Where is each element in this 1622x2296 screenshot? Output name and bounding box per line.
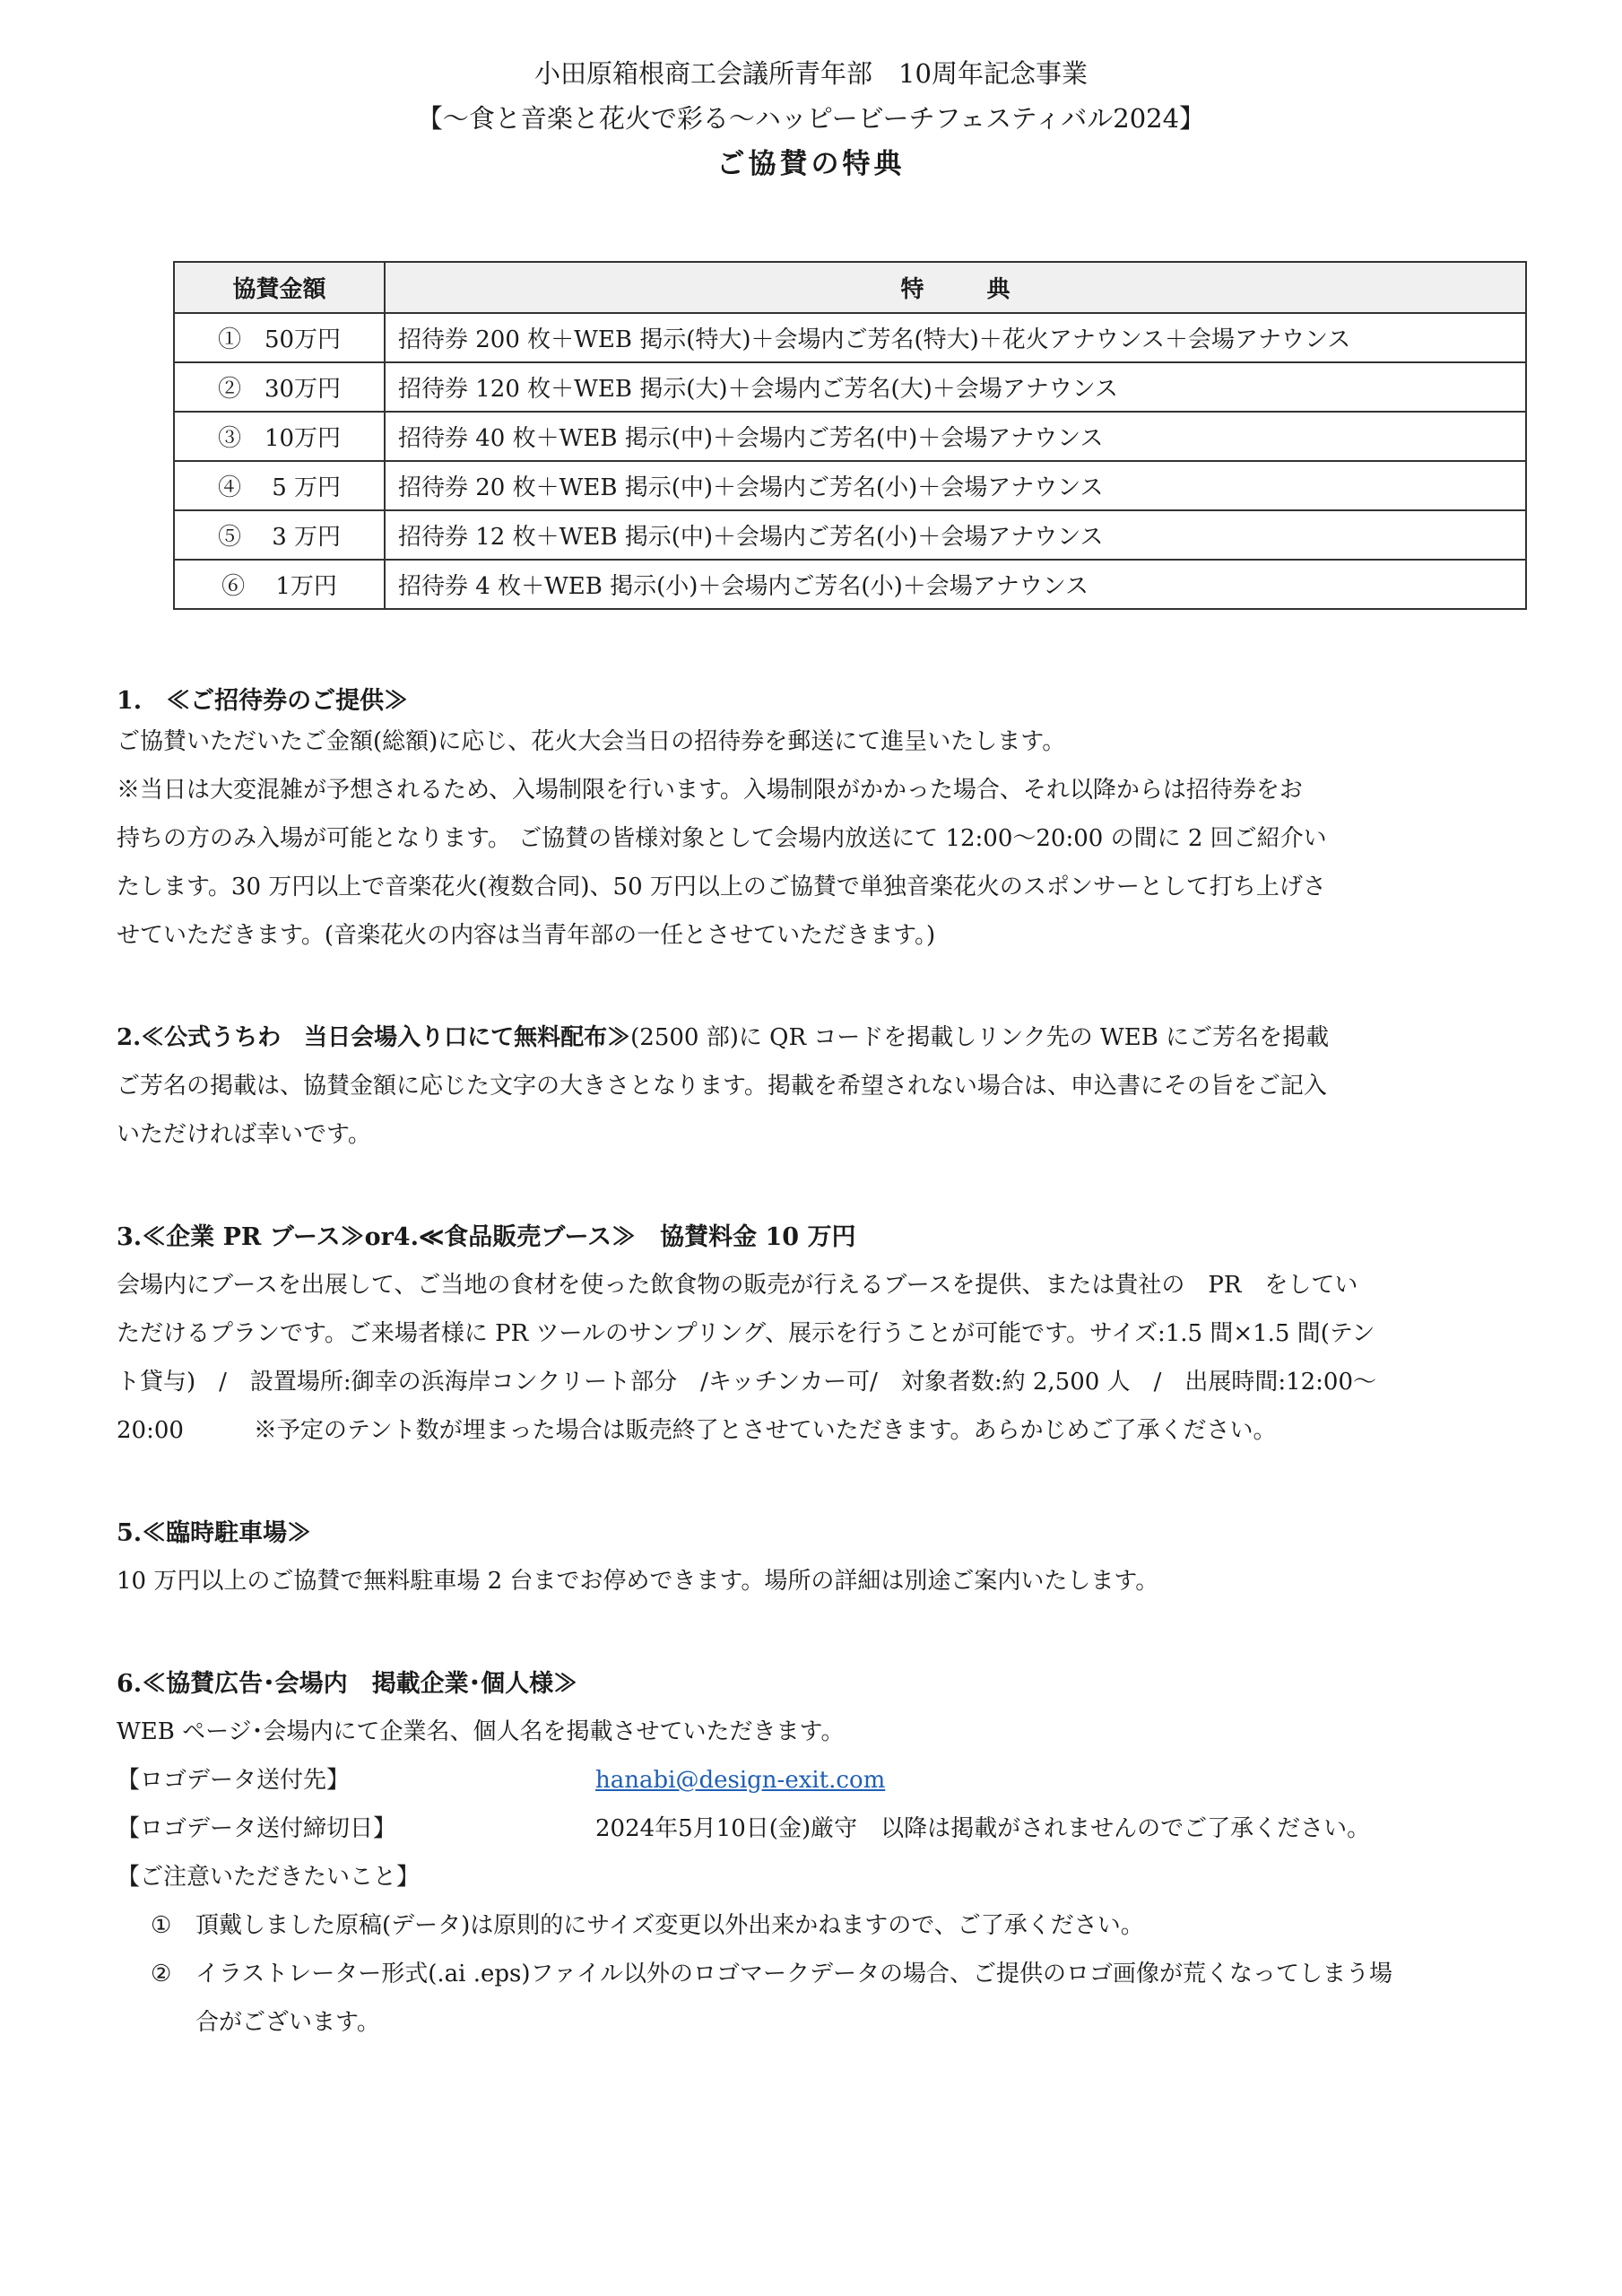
table-row xyxy=(174,362,1526,412)
section-1-line: ご協賛いただいたご金額(総額)に応じ、花火大会当日の招待券を郵送にて進呈いたします。 xyxy=(117,728,1066,755)
section-1-line: 持ちの方のみ入場が可能となります。 ご協賛の皆様対象として会場内放送にて 12:00～20:00 の間に 2 回ご紹介い xyxy=(117,825,1327,852)
section-3-line: ただけるプランです。ご来場者様に PR ツールのサンプリング、展示を行うことが可能です。サイズ:1.5 間×1.5 間(テン xyxy=(117,1320,1375,1347)
benefit-cell: 招待券 200 枚＋WEB 掲示(特大)＋会場内ご芳名(特大)＋花火アナウンス＋会場アナウンス xyxy=(385,313,1526,362)
section-2-heading-line xyxy=(117,1026,1329,1049)
section-6-intro: WEB ページ･会場内にて企業名、個人名を掲載させていただきます。 xyxy=(117,1718,845,1745)
section-3-line: 20:00 ※予定のテント数が埋まった場合は販売終了とさせていただきます。あらかじめご了承ください。 xyxy=(117,1417,1277,1444)
note-text: イラストレーター形式(.ai .eps)ファイル以外のロゴマークデータの場合、ご提供のロゴ画像が荒くなってしまう場 xyxy=(195,1961,1392,1987)
amount-cell: ④ 5 万円 xyxy=(174,461,385,510)
logo-send-email-link[interactable] xyxy=(595,1769,885,1792)
section-3-line: 会場内にブースを出展して、ご当地の食材を使った飲食物の販売が行えるブースを提供、または貴社の PR をしてい xyxy=(117,1272,1358,1299)
section-1-line: せていただきます。(音楽花火の内容は当青年部の一任とさせていただきます。) xyxy=(117,922,936,949)
table-row xyxy=(174,461,1526,510)
column-header-benefits-char2: 典 xyxy=(986,276,1010,303)
logo-send-label: 【ロゴデータ送付先】 xyxy=(117,1767,351,1794)
section-2-heading: 2.≪公式うちわ 当日会場入り口にて無料配布≫ xyxy=(117,1024,631,1051)
logo-deadline-label: 【ロゴデータ送付締切日】 xyxy=(117,1815,397,1842)
section-6-heading: 6.≪協賛広告･会場内 掲載企業･個人様≫ xyxy=(117,1670,578,1698)
section-1-heading: 1. ≪ご招待券のご提供≫ xyxy=(117,687,409,715)
logo-deadline-value: 2024年5月10日(金)厳守 以降は掲載がされませんのでご了承ください。 xyxy=(595,1815,1371,1842)
amount-cell: ③ 10万円 xyxy=(174,412,385,461)
notes-label: 【ご注意いただきたいこと】 xyxy=(117,1864,421,1891)
column-header-amount: 協賛金額 xyxy=(174,262,385,313)
note-text-continuation: 合がございます。 xyxy=(195,2009,380,2036)
section-3-line: ト貸与) / 設置場所:御幸の浜海岸コンクリート部分 /キッチンカー可/ 対象者数:約 2,500 人 / 出展時間:12:00～ xyxy=(117,1369,1377,1396)
sponsorship-benefits-table xyxy=(173,261,1527,610)
section-2-heading-tail: (2500 部)に QR コードを掲載しリンク先の WEB にご芳名を掲載 xyxy=(630,1024,1330,1051)
table-row xyxy=(174,313,1526,362)
section-2-line: いただければ幸いです。 xyxy=(117,1121,371,1148)
amount-cell: ⑤ 3 万円 xyxy=(174,510,385,560)
section-3-heading: 3.≪企業 PR ブース≫or4.≪食品販売ブース≫ 協賛料金 10 万円 xyxy=(117,1223,856,1251)
benefit-cell: 招待券 40 枚＋WEB 掲示(中)＋会場内ご芳名(中)＋会場アナウンス xyxy=(385,412,1526,461)
document-title-line1: 小田原箱根商工会議所青年部 10周年記念事業 xyxy=(534,58,1088,89)
section-1-line: ※当日は大変混雑が予想されるため、入場制限を行います。入場制限がかかった場合、それ以降からは招待券をお xyxy=(117,777,1303,804)
amount-cell: ⑥ 1万円 xyxy=(174,560,385,609)
email-link-text[interactable]: hanabi@design-exit.com xyxy=(595,1767,886,1794)
section-5-line: 10 万円以上のご協賛で無料駐車場 2 台までお停めできます。場所の詳細は別途ご案内いたします。 xyxy=(117,1568,1159,1595)
table-row xyxy=(174,560,1526,609)
document-title-line2: 【～食と音楽と花火で彩る～ハッピービーチフェスティバル2024】 xyxy=(416,103,1206,134)
amount-cell: ① 50万円 xyxy=(174,313,385,362)
benefit-cell: 招待券 20 枚＋WEB 掲示(中)＋会場内ご芳名(小)＋会場アナウンス xyxy=(385,461,1526,510)
note-number: ② xyxy=(151,1961,172,1987)
column-header-benefits xyxy=(385,262,1526,313)
section-5-heading: 5.≪臨時駐車場≫ xyxy=(117,1519,312,1547)
benefit-cell: 招待券 12 枚＋WEB 掲示(中)＋会場内ご芳名(小)＋会場アナウンス xyxy=(385,510,1526,560)
table-row xyxy=(174,412,1526,461)
column-header-benefits-char1: 特 xyxy=(900,276,924,303)
section-2-line: ご芳名の掲載は、協賛金額に応じた文字の大きさとなります。掲載を希望されない場合は、申込書にその旨をご記入 xyxy=(117,1073,1327,1100)
table-header-row xyxy=(174,262,1526,313)
section-1-line: たします。30 万円以上で音楽花火(複数合同)、50 万円以上のご協賛で単独音楽花火のスポンサーとして打ち上げさ xyxy=(117,874,1326,900)
note-number: ① xyxy=(151,1912,172,1939)
note-text: 頂戴しました原稿(データ)は原則的にサイズ変更以外出来かねますので、ご了承ください。 xyxy=(195,1912,1144,1939)
benefit-cell: 招待券 120 枚＋WEB 掲示(大)＋会場内ご芳名(大)＋会場アナウンス xyxy=(385,362,1526,412)
table-row xyxy=(174,510,1526,560)
amount-cell: ② 30万円 xyxy=(174,362,385,412)
document-subtitle: ご協賛の特典 xyxy=(716,148,906,180)
benefit-cell: 招待券 4 枚＋WEB 掲示(小)＋会場内ご芳名(小)＋会場アナウンス xyxy=(385,560,1526,609)
